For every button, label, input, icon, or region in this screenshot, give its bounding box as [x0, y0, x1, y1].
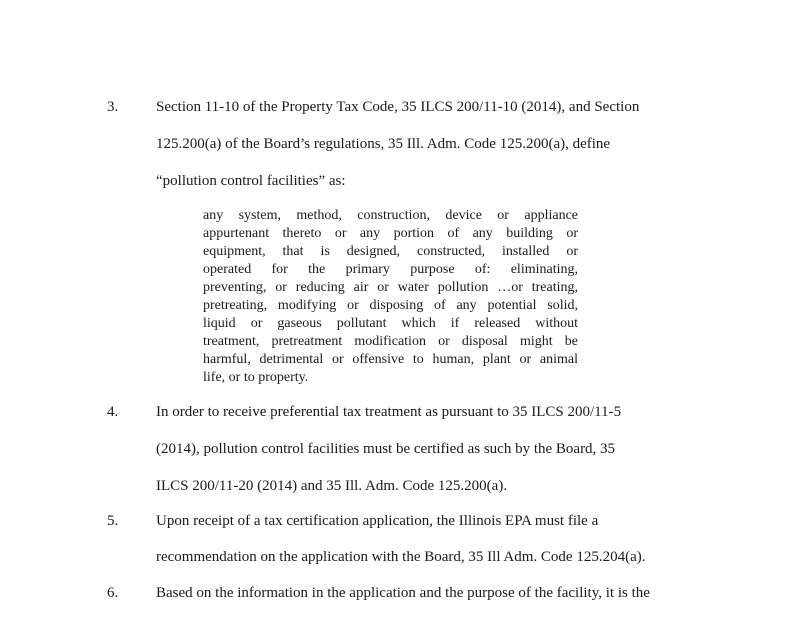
paragraph-number-5: 5. — [107, 513, 119, 529]
block-quote-line: harmful, detrimental or offensive to human, plant or animal — [203, 352, 578, 367]
block-quote-line: treatment, pretreatment modification or disposal might be — [203, 334, 578, 349]
paragraph-3-line-3: “pollution control facilities” as: — [156, 173, 346, 189]
paragraph-5-line-2: recommendation on the application with the Board, 35 Ill Adm. Code 125.204(a). — [156, 549, 646, 565]
paragraph-3-line-2: 125.200(a) of the Board’s regulations, 35 Ill. Adm. Code 125.200(a), define — [156, 136, 611, 152]
block-quote-line: preventing, or reducing air or water pollution …or treating, — [203, 280, 578, 295]
block-quote-line: operated for the primary purpose of: eliminating, — [203, 262, 578, 277]
paragraph-5-line-1: Upon receipt of a tax certification application, the Illinois EPA must file a — [156, 513, 599, 529]
paragraph-4-line-1: In order to receive preferential tax treatment as pursuant to 35 ILCS 200/11-5 — [156, 404, 622, 420]
paragraph-number-3: 3. — [107, 99, 119, 115]
block-quote-line: pretreating, modifying or disposing of any potential solid, — [203, 298, 578, 313]
paragraph-number-6: 6. — [107, 585, 119, 601]
block-quote-line: equipment, that is designed, constructed, installed or — [203, 244, 578, 259]
block-quote — [203, 207, 578, 387]
paragraph-number-4: 4. — [107, 404, 119, 420]
paragraph-4-line-3: ILCS 200/11-20 (2014) and 35 Ill. Adm. Code 125.200(a). — [156, 478, 508, 494]
block-quote-line: life, or to property. — [203, 370, 309, 385]
block-quote-line: liquid or gaseous pollutant which if released without — [203, 316, 578, 331]
paragraph-6-line-1: Based on the information in the application and the purpose of the facility, it is the — [156, 585, 650, 601]
paragraph-4-line-2: (2014), pollution control facilities must be certified as such by the Board, 35 — [156, 441, 616, 457]
paragraph-3-line-1: Section 11-10 of the Property Tax Code, 35 ILCS 200/11-10 (2014), and Section — [156, 99, 640, 115]
block-quote-line: appurtenant thereto or any portion of any building or — [203, 226, 578, 241]
block-quote-line: any system, method, construction, device or appliance — [203, 208, 578, 223]
